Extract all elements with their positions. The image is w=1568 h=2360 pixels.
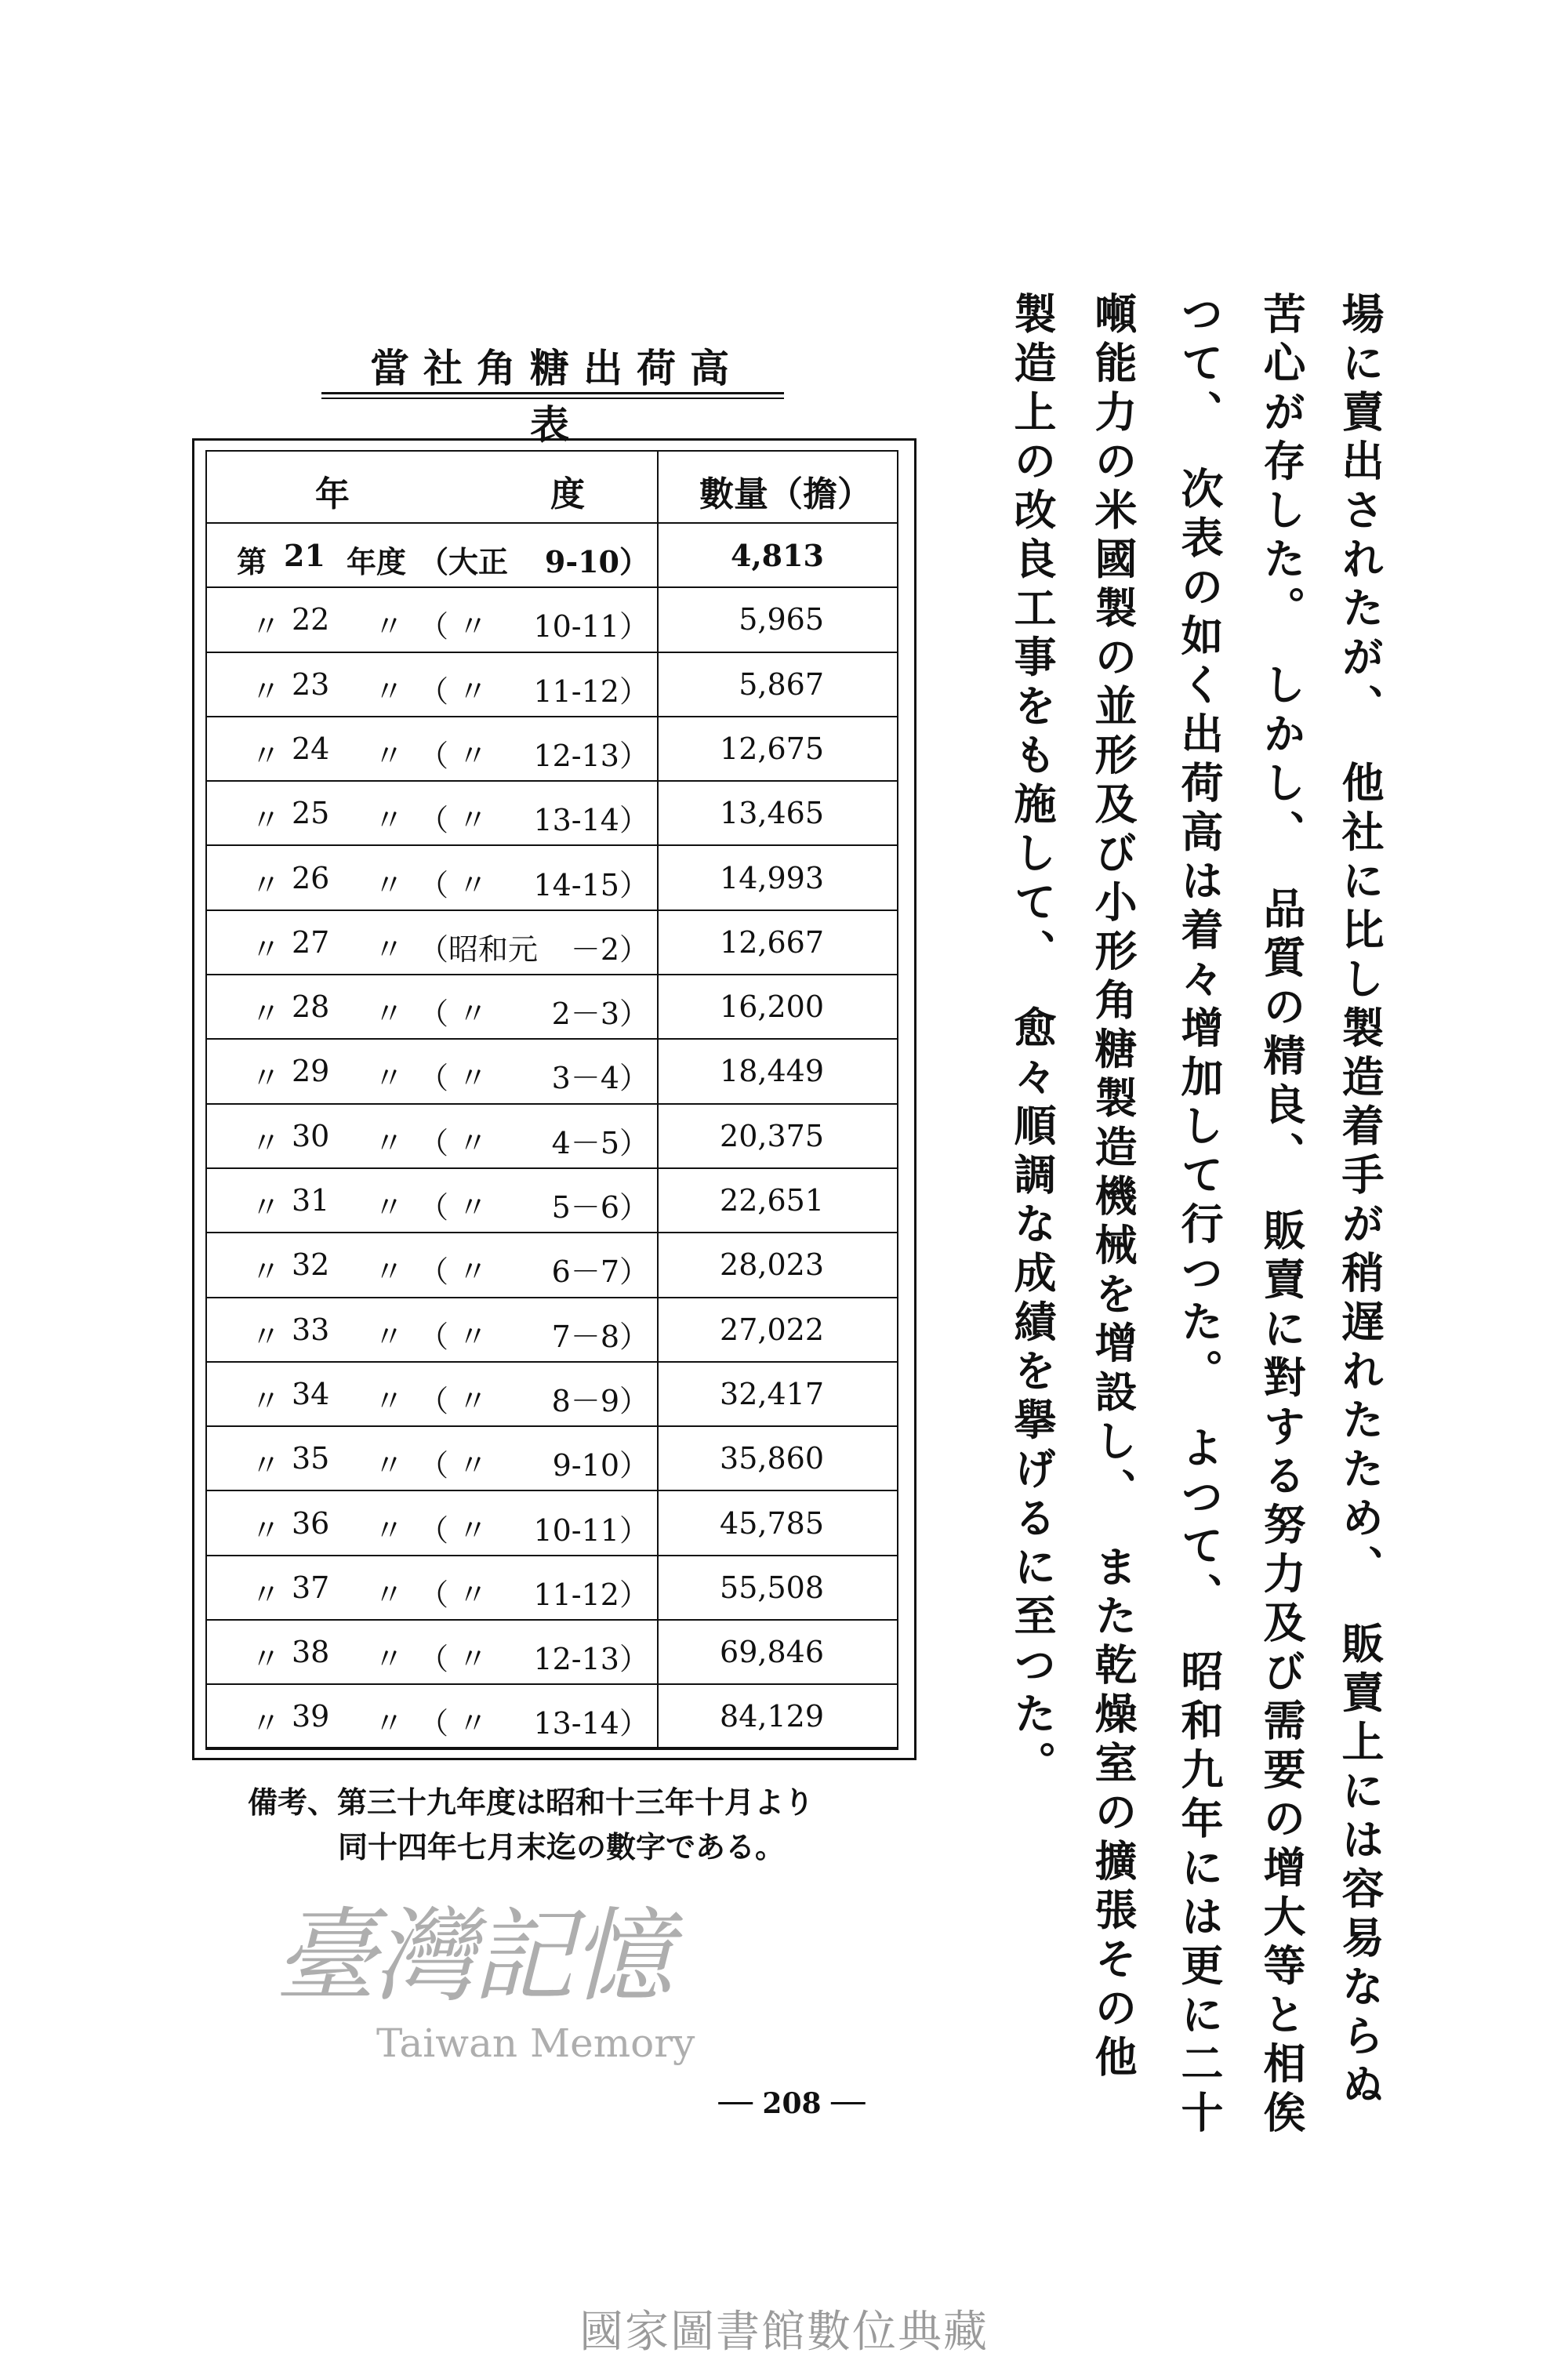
footnote-line-1: 備考、第三十九年度は昭和十三年十月より [248,1785,815,1820]
table-row [205,1621,898,1685]
row-prefix: 〃 [251,1125,281,1160]
row-prefix: 〃 [251,867,281,902]
row-quantity: 84,129 [720,1699,824,1734]
row-prefix: 〃 [251,674,281,709]
row-suffix: 〃 [374,931,405,967]
row-suffix: 〃 [374,1383,405,1418]
body-text-column: 場に賣出されたが、 他社に比し製造着手が稍遅れたため、 販賣上には容易ならぬ [1335,292,1385,2111]
row-suffix: 〃 [374,1254,405,1290]
row-era: （ 〃 [419,1254,488,1290]
row-year-number: 34 [292,1376,330,1411]
row-range: 14-15） [533,867,649,902]
row-range: 9-10） [544,544,649,579]
row-quantity: 28,023 [720,1247,824,1283]
row-suffix: 〃 [374,1448,405,1483]
body-text-column: 製造上の改良工事をも施して、 愈々順調な成績を擧げるに至つた。 [1007,292,1058,1790]
row-era: （ 〃 [419,1512,488,1548]
row-suffix: 〃 [374,738,405,773]
row-prefix: 〃 [251,1383,281,1418]
row-suffix: 〃 [374,1125,405,1160]
row-era: （ 〃 [419,1577,488,1612]
row-range: 13-14） [533,1706,649,1741]
row-suffix: 〃 [374,997,405,1032]
row-quantity: 22,651 [720,1183,824,1218]
row-suffix: 〃 [374,1061,405,1096]
table-row [205,782,898,846]
row-year-number: 21 [284,538,325,573]
row-quantity: 45,785 [720,1505,824,1541]
row-suffix: 〃 [374,609,405,644]
row-range: 7－8） [551,1319,649,1354]
row-year-number: 24 [292,731,330,766]
table-row [205,1556,898,1621]
row-prefix: 〃 [251,1512,281,1548]
row-range: 9-10） [552,1448,649,1483]
row-quantity: 16,200 [720,989,824,1025]
row-range: 8－9） [551,1383,649,1418]
row-era: （ 〃 [419,738,488,773]
row-suffix: 年度 [347,544,407,579]
row-quantity: 5,965 [739,602,824,637]
row-prefix: 〃 [251,609,281,644]
table-row [205,1363,898,1427]
row-range: 2－3） [551,997,649,1032]
row-suffix: 〃 [374,867,405,902]
row-year-number: 35 [292,1441,330,1476]
row-quantity: 13,465 [720,796,824,831]
row-year-number: 28 [292,989,330,1025]
library-footer-watermark: 國家圖書館數位典藏 [579,2307,989,2358]
table-row [205,653,898,717]
table-header-row [205,450,898,524]
row-range: 11-12） [533,1577,649,1612]
row-suffix: 〃 [374,1512,405,1548]
row-suffix: 〃 [374,1706,405,1741]
row-prefix: 〃 [251,1577,281,1612]
row-quantity: 12,675 [720,731,824,766]
row-range: －2） [570,931,649,967]
row-range: 4－5） [551,1125,649,1160]
row-range: 3－4） [551,1061,649,1096]
table-row [205,847,898,911]
footnote-line-2: 同十四年七月末迄の數字である。 [338,1830,786,1864]
row-suffix: 〃 [374,1190,405,1225]
row-year-number: 30 [292,1118,330,1153]
table-row [205,1492,898,1556]
table-row [205,1040,898,1104]
row-year-number: 23 [292,666,330,702]
row-range: 6－7） [551,1254,649,1290]
row-year-number: 33 [292,1312,330,1347]
row-era: （ 〃 [419,1383,488,1418]
body-text-column: 噸能力の米國製の並形及び小形角糖製造機械を增設し、 また乾燥室の擴張その他 [1088,292,1138,2084]
row-range: 11-12） [533,674,649,709]
row-era: （大正 [419,544,509,579]
row-year-number: 36 [292,1505,330,1541]
row-range: 12-13） [533,738,649,773]
row-era: （ 〃 [419,1448,488,1483]
row-quantity: 5,867 [739,666,824,702]
row-suffix: 〃 [374,674,405,709]
row-suffix: 〃 [374,1577,405,1612]
row-year-number: 27 [292,924,330,960]
row-prefix: 〃 [251,1642,281,1677]
row-era: （ 〃 [419,867,488,902]
table-row [205,1105,898,1169]
row-quantity: 55,508 [720,1570,824,1605]
body-text-column: つて、 次表の如く出荷高は着々增加して行つた。 よつて、 昭和九年には更に二十 [1174,292,1225,2140]
row-prefix: 〃 [251,1061,281,1096]
row-year-number: 32 [292,1247,330,1283]
row-era: （ 〃 [419,1061,488,1096]
table-row [205,1685,898,1749]
watermark-logo-cn: 臺灣記憶 [274,1897,670,2016]
row-suffix: 〃 [374,803,405,838]
watermark-logo-en: Taiwan Memory [376,2021,695,2066]
row-suffix: 〃 [374,1642,405,1677]
row-quantity: 32,417 [720,1376,824,1411]
row-range: 10-11） [533,1512,649,1548]
row-year-number: 38 [292,1635,330,1670]
row-quantity: 69,846 [720,1635,824,1670]
row-era: （ 〃 [419,1190,488,1225]
row-era: （ 〃 [419,674,488,709]
row-year-number: 26 [292,860,330,895]
table-row [205,911,898,975]
table-row [205,717,898,782]
row-year-number: 37 [292,1570,330,1605]
title-underline [321,398,784,399]
row-quantity: 12,667 [720,924,824,960]
row-year-number: 22 [292,602,330,637]
row-year-number: 29 [292,1054,330,1089]
row-era: （ 〃 [419,1125,488,1160]
row-prefix: 〃 [251,1706,281,1741]
row-prefix: 〃 [251,738,281,773]
table-row [205,1233,898,1298]
table-row [205,975,898,1040]
row-era: （昭和元 [419,931,539,967]
table-row [205,524,898,588]
row-range: 12-13） [533,1642,649,1677]
row-quantity: 14,993 [720,860,824,895]
table-row [205,1169,898,1233]
title-underline [321,392,784,394]
row-range: 10-11） [533,609,649,644]
row-era: （ 〃 [419,803,488,838]
row-range: 13-14） [533,803,649,838]
row-quantity: 35,860 [720,1441,824,1476]
row-quantity: 4,813 [731,538,824,573]
row-era: （ 〃 [419,1319,488,1354]
table-row [205,588,898,652]
row-quantity: 27,022 [720,1312,824,1347]
row-era: （ 〃 [419,1642,488,1677]
header-year-2: 度 [550,474,585,514]
row-suffix: 〃 [374,1319,405,1354]
table-row [205,1427,898,1491]
row-prefix: 〃 [251,997,281,1032]
body-text-column: 苦心が存した。 しかし、 品質の精良、 販賣に對する努力及び需要の增大等と相俟 [1257,292,1307,2140]
row-prefix: 〃 [251,1448,281,1483]
page-number: ── 208 ── [718,2087,866,2120]
row-prefix: 〃 [251,931,281,967]
row-era: （ 〃 [419,1706,488,1741]
row-quantity: 18,449 [720,1054,824,1089]
header-year: 年 [315,474,350,514]
row-prefix: 〃 [251,1190,281,1225]
row-prefix: 〃 [251,803,281,838]
row-range: 5－6） [551,1190,649,1225]
table-row [205,1298,898,1363]
table-title: 當社角糖出荷高表 [370,345,743,448]
row-era: （ 〃 [419,997,488,1032]
row-year-number: 25 [292,796,330,831]
taiwan-memory-watermark [259,1897,729,2070]
row-quantity: 20,375 [720,1118,824,1153]
row-prefix: 〃 [251,1254,281,1290]
header-quantity: 數量（擔） [699,474,872,514]
row-year-number: 31 [292,1183,330,1218]
row-era: （ 〃 [419,609,488,644]
row-year-number: 39 [292,1699,330,1734]
row-prefix: 第 [237,544,267,579]
row-prefix: 〃 [251,1319,281,1354]
